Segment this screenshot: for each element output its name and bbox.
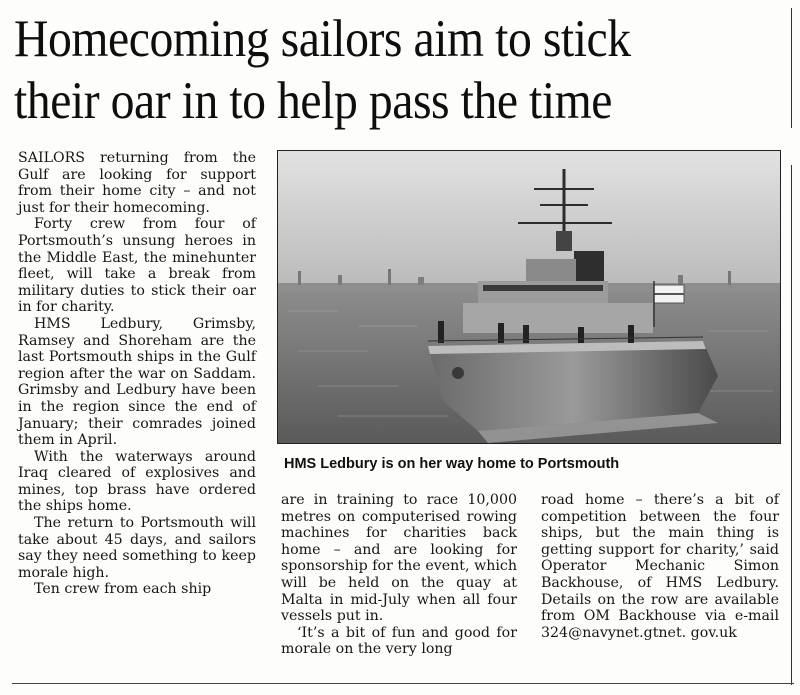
column-rule-upper — [791, 8, 792, 128]
headline-line-1: Homecoming sailors aim to stick — [14, 10, 631, 68]
paragraph: Forty crew from four of Portsmouth’s unsung heroes in the Middle East, the minehunter fleet, will take a break from military duties to stick their oar in for charity. — [18, 216, 256, 316]
minehunter-ship-image — [278, 151, 780, 443]
column-rule-lower — [791, 165, 792, 685]
paragraph: HMS Ledbury, Grimsby, Ramsey and Shoreham are the last Portsmouth ships in the Gulf region after the war on Saddam. Grimsby and Ledbury have been in the region since the end of January; their comrades joined them in April. — [18, 315, 256, 449]
paragraph: With the waterways around Iraq cleared of explosives and mines, top brass have ordered the ships home. — [18, 448, 256, 515]
headline-line-2: their oar in to help pass the time — [14, 72, 613, 130]
headline — [14, 8, 698, 132]
paragraph: The return to Portsmouth will take about 45 days, and sailors say they need something to keep morale high. — [18, 515, 256, 581]
article-column-1 — [18, 150, 256, 598]
article-column-3 — [541, 492, 779, 641]
bottom-rule — [12, 683, 794, 684]
ship-photo — [277, 150, 781, 444]
article-column-2 — [281, 492, 517, 658]
photo-caption: HMS Ledbury is on her way home to Portsmouth — [284, 456, 620, 472]
paragraph: road home – there’s a bit of competition between the four ships, but the main thing is getting support for charity,’ said Operator Mechanic Simon Backhouse, of HMS Ledbury. Details on the row are available from OM Backhouse via e-mail 324@navynet.gtnet. gov.uk — [541, 492, 779, 641]
paragraph: ‘It’s a bit of fun and good for morale on the very long — [281, 624, 517, 658]
paragraph: SAILORS returning from the Gulf are looking for support from their home city – and not just for their homecoming. — [18, 150, 256, 216]
paragraph: are in training to race 10,000 metres on computerised rowing machines for charities back home – and are looking for sponsorship for the event, which will be held on the quay at Malta in mid-July when all four vessels put in. — [281, 492, 517, 625]
paragraph: Ten crew from each ship — [34, 581, 212, 598]
